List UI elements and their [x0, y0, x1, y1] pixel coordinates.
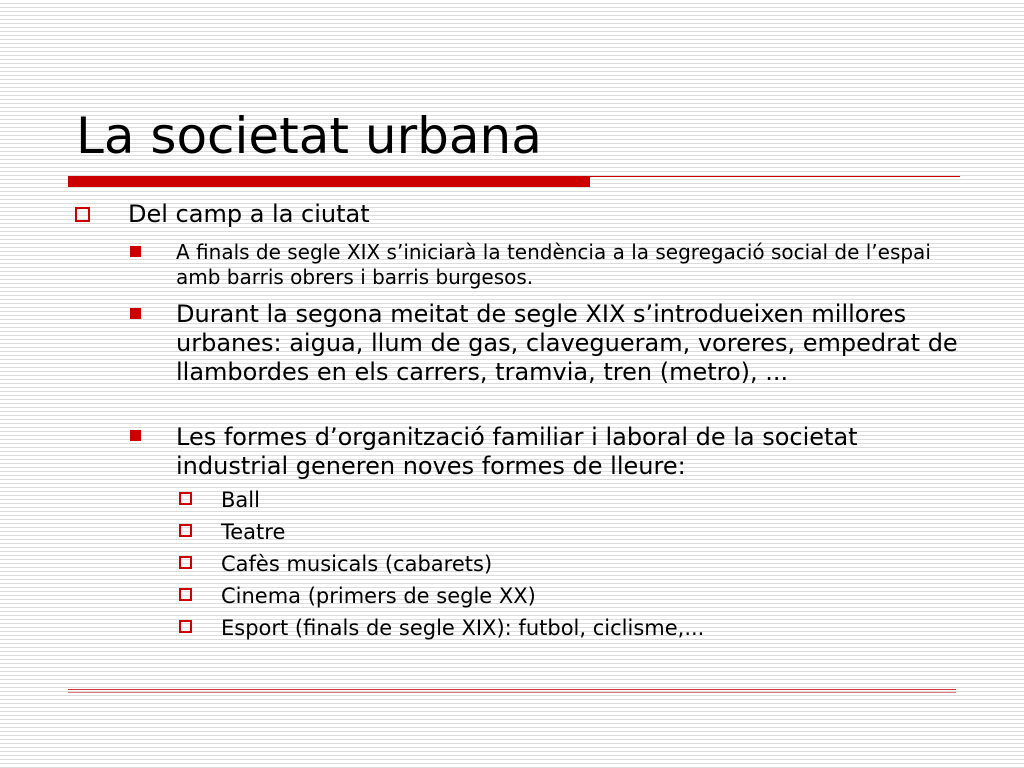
footer-rule	[68, 692, 956, 693]
section-heading: Del camp a la ciutat	[128, 200, 370, 228]
leisure-item: Cinema (primers de segle XX)	[221, 584, 536, 608]
hollow-square-bullet-icon	[75, 207, 90, 222]
hollow-square-bullet-icon	[179, 524, 192, 537]
hollow-square-bullet-icon	[179, 588, 192, 601]
title-underline-thin	[590, 176, 960, 177]
filled-square-bullet-icon	[130, 430, 141, 441]
point-urban-improvements: Durant la segona meitat de segle XIX s’introdueixen millores urbanes: aigua, llum de gas, clavegueram, voreres, empedrat de llambordes en els carrers, tramvia, tren (metro), ...	[176, 300, 958, 386]
filled-square-bullet-icon	[130, 246, 141, 257]
leisure-item: Ball	[221, 488, 260, 512]
filled-square-bullet-icon	[130, 308, 141, 319]
title-underline-thick	[68, 176, 590, 187]
leisure-item: Esport (finals de segle XIX): futbol, ciclisme,...	[221, 616, 705, 640]
leisure-item: Teatre	[221, 520, 286, 544]
hollow-square-bullet-icon	[179, 620, 192, 633]
point-new-leisure: Les formes d’organització familiar i laboral de la societat industrial generen noves formes de lleure:	[176, 423, 858, 480]
hollow-square-bullet-icon	[179, 492, 192, 505]
point-segregation: A finals de segle XIX s’iniciarà la tendència a la segregació social de l’espai amb barris obrers i barris burgesos.	[176, 240, 931, 289]
slide-title: La societat urbana	[76, 107, 542, 165]
leisure-item: Cafès musicals (cabarets)	[221, 552, 493, 576]
footer-rule	[68, 689, 956, 690]
hollow-square-bullet-icon	[179, 556, 192, 569]
